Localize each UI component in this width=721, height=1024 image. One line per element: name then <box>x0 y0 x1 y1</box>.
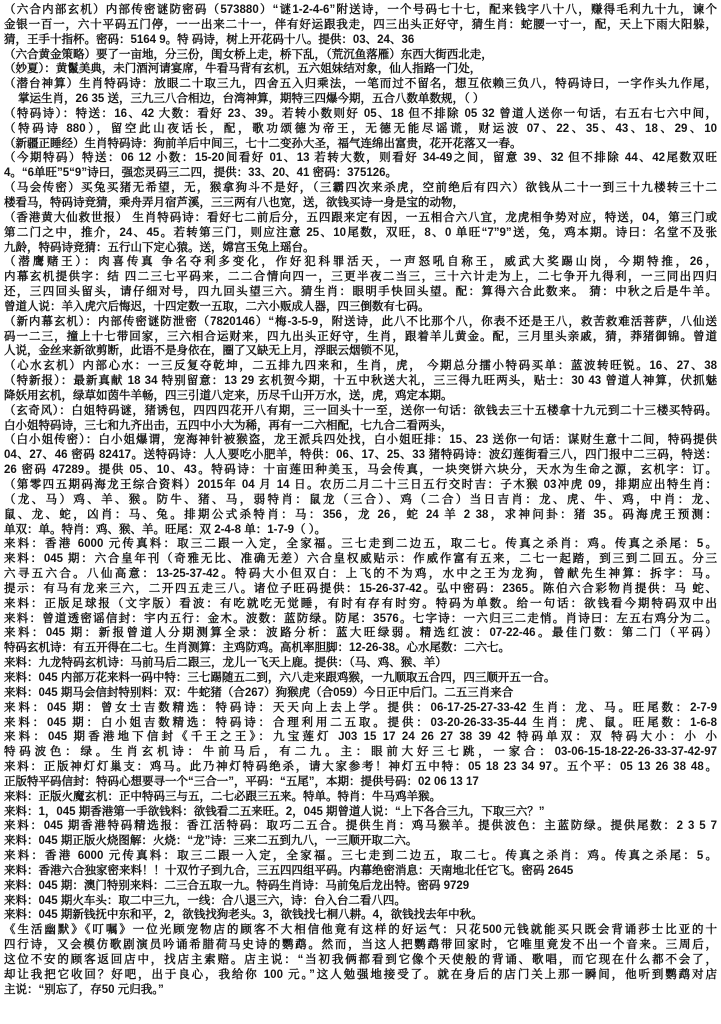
text-line: 九龄，特码诗竞猜：五行山下定心猿。送，嫦宫玉兔上瑶台。 <box>4 241 315 254</box>
text-line: 来料：正版火魔玄机：正中特码三与五，二七必跟三五来。特单。特肖：牛马鸡羊猴。 <box>4 790 441 803</box>
text-line: 鼠、龙、蛇，凶肖：马、兔。排期公式杀特肖：马：356，龙 26，蛇 24 羊 2 38，求神问卦：猪 35。码海虎王预测： <box>4 508 717 521</box>
text-line: （妙夏）：黄鬣美典，未门酒河请宴席，牛看马背有玄机，五六姐妹结对象，仙人指路一门处， <box>4 63 482 76</box>
text-line: （六合内部玄机）内部传密谜防密码（573880）“谜1-2-4-6”附送诗，一个号码七十七，配来钱字八十八，赚得毛利九十九，谏个 <box>4 4 717 16</box>
text-line: 却让我把它收回？好吧，出于良心，我给你 100 元。”这人勉强地接受了。就在身后的店门关上那一瞬间，他听到鹦鹉对店 <box>4 968 717 981</box>
text-line: 正版特平码信封：特码心想要寻一个“三合一”，平码：“五尾”，本期：提供号码：02 06 13 17 <box>4 775 479 788</box>
text-line: 来料：045 期新钱抚中东和平，2，欲钱找狗老头。3，欲钱找七桐八耕。4，欲钱找去年中秋。 <box>4 909 483 922</box>
text-line: 来料：045 内部万花来料一码中特：三七踢随五二到，六八走来跟鸡猴，一九顺取五合四，四三顺开五一合。 <box>4 671 556 684</box>
text-line: 内幕玄机提供字：结 四二三七平码来，二二合情向四一，三更半夜二当三，三十六计走为上，二七争开九得利，一三同出四归 <box>4 271 717 284</box>
text-line: （潜台神算）生肖特码诗：放眼二十取三九，四舍五入归乘法，一笔而过不留名，想互依赖三负八，特码诗曰，一字作头九作尾， <box>4 78 717 91</box>
text-line: （六合黄金策略）要了一亩地，分三份，闺女桥上走，桥下乱，（荒沉鱼落雁）东西大街西北走， <box>4 48 493 61</box>
text-line: （香港黄大仙救世报） 生肖特码诗：看好七二前后分，五四跟来定有因，一五相合六八宜，龙虎相争势对应，特送，04，第三门或 <box>4 211 717 224</box>
text-line: 来料：045 期：曾女士吉数精选：特码诗：天天向上去上学。提供：06-17-25-27-33-42 生肖：龙、马。旺尾数：2-7-9 <box>4 701 717 714</box>
text-line: 六寻五六合。八仙高意：13-25-37-42。特码大小但双白：上飞的不为鸡，水中之王为龙狗，曾献先生神算：拆字：马。 <box>4 568 717 581</box>
text-line: 掌运生肖，26 35 送，三九三八合相边，台湾神算，期特三四爆今期，五合八数单数规，（ ） <box>18 93 485 106</box>
text-line: （龙、马）鸡、羊、猴。防牛、猪、马，弱特肖：鼠龙（三合）、鸡（二合）当日吉肖：龙、虎、牛、鸡，中肖：龙、 <box>4 493 717 506</box>
text-line: （潜鹰赌王）：肉喜传真 争名夺利多变化，作好犯科罪活天，一声怒吼自称王，威武大奖踢山岗，今期特推，26， <box>4 256 717 269</box>
text-line: 白小姐特码诗，三七和九齐出击，五四中小大为稀，再有一二六相配，七九合二看两头， <box>4 419 453 432</box>
text-line: （今期特码）特送：06 12 小数：15-20间看好 01、13 若转大数，则看好 34-49之间，留意 39、32 但不排除 44、42尾数双旺 <box>4 152 717 165</box>
text-line: 来料：045 期：六合皇年刊（奇雅无比、准确无差）六合皇权威贴示：作威作富有五来，二七一起踏，到三到二回五。分三 <box>4 553 717 566</box>
text-line: 4。“6单旺”5“9”诗曰，强恋灵码三二四，提供：33、20、41 密码：375126。 <box>4 167 398 180</box>
text-line: 单双：单。特肖：鸡、猴、羊。旺尾：双 2-4-8 单：1-7-9（ ）。 <box>4 523 327 536</box>
text-line: 特码波色：绿。生肖玄机诗：牛前马后，有二九。主：眼前大好三七跳，一家合：03-06-15-18-22-26-33-37-42-97 <box>4 746 717 759</box>
text-line: 04、27、46 密码 82417。送特码诗：人人要吃小肥羊，特供：06、17、25、33 猪特码诗：波幻莲街看三八，四门报中二三码，特送： <box>4 449 717 462</box>
text-line: 来料：045 期：澳门特别来料：二三合五取一九。特码生肖诗：马前兔后龙出特。密码 9729 <box>4 879 470 892</box>
text-line: 来料：香港六合独家密来料！！十双竹子到九合，三五四四组平码。内幕绝密消息：天南地北任它飞。密码 2645 <box>4 864 574 877</box>
text-line: 主说：“别忘了，存50 元归我。” <box>4 983 164 996</box>
text-line: （特码诗 880），留空此山夜话长，配，歌功颂德为帝王，无德无能尽谣谎，财运波 07、22、35、43、18、29、10 <box>4 122 717 135</box>
text-line: 来料：045 期：新报曾道人分期测算全录：波路分析：蓝大旺绿弱。精选红波：07-22-46。最佳门数：第二门（平码） <box>4 627 717 640</box>
text-line: 来料：曾道透密谣信封：宇内五行：金木。波数：蓝防绿。防尾：3576。七字诗：一六归三二走悄。肖诗曰：左五右鸡分为二。 <box>4 612 717 625</box>
text-line: （马会传密）买兔买猪无希望，无，猴拿狗斗不是好，（三霸四次来杀虎，空前绝后有四六）欲钱从二十一到三十九楼转三十二 <box>4 182 717 195</box>
text-line: 来料：1，045 期香港第一手欲钱料：欲钱看二五来旺。2，045 期曾道人说：“上下各合三九，下取三六？” <box>4 805 545 818</box>
text-line: （特码诗）：特送：16、42 大数：看好 23、39。若转小数则好 05、18 但不排除 05 32 曾道人送你一句话，右五右七六中间， <box>4 107 717 120</box>
text-line: 降妖用玄机，绿草如茵牛羊畅，四三引道八定来，历尽千山开万水，送，虎，鸡定本期。 <box>4 389 453 402</box>
text-line: 来料：045 期正版火烧图解：火烧：“龙”诗：三来二五到九八，一三顺开取二六。 <box>4 835 418 848</box>
text-line: （白小姐传密）：白小姐爆谓，宠海神针被猴盗，龙王派兵四处找，白小姐旺排：15、23 送你一句话：谋财生意十二间，特码提供 <box>4 434 717 447</box>
text-line: 码一二三，撞上十七带回家，三六相合运财来，四九出头正好守，生肖，跟着羊儿黄金。配，三月里头亲戚，猜，莽猪御锦。曾道 <box>4 330 717 343</box>
text-line: 金银一百一，六十平码五门停，一一出来二十一，伴有好运跟我走，四三出头正好守，猜生肖：蛇腰一寸一，配，天上下雨大阳躲， <box>4 18 717 31</box>
text-line: （心水玄机）内部心水：一三反复夺乾坤，二五排九四来和，生肖，虎， 今期总分擂小特码买单：蓝波转旺锐。16、27、38 <box>4 360 717 373</box>
text-line: 还，三四回头留头，请仔细对号，四九回头望三六。猜生肖：眼明手快回头望。配：算得六合此数来。 猜：中秋之后是牛羊。 <box>4 286 717 299</box>
text-line: 来料：正版足球报（文字版）看波：有吃就吃无觉睡，有时有存有时穷。特码为单数。给一句话：欲钱看今期特码双中出 <box>4 597 717 610</box>
text-line: （新内幕玄机）：内部传密谜防泄密（7820146）“梅-3-5-9，附送诗，此八不比那个八，你表不还是王八，救苦救难活菩萨，八仙送 <box>4 315 717 328</box>
text-line: （新疆正睡经）生肖特码诗：狗前羊后中间三，七十二变孙大圣，福气连绵出富贵，花开花落又一春。 <box>4 137 522 150</box>
text-line: 人说，金丝来新欲剪断，此语不是身依在，圈了又缺无上月，浮眠云烟锁不见， <box>4 345 407 358</box>
text-line: 这位不安的顾客返回店中，找店主索赔。店主说：“当初我俩都看到它像个天使般的背诵、歌唱，而它现在什么都不会了， <box>4 954 717 966</box>
text-line: 来料：045 期：白小姐吉数精选：特码诗：合理利用二五取。提供：03-20-26-33-35-44 生肖：虎、鼠。旺尾数：1-6-8 <box>4 716 717 729</box>
text-line: （玄奇风）：白姐特码谜，猪诱包，四四四花开八有期，三一回头十一至，送你一句话：欲钱去三十五楼拿十九元到二十三楼买特码。 <box>4 404 717 417</box>
text-line: 四行诗，又会模仿歌剧演员吟诵希腊荷马史诗的鹦鹉。然而，当这人把鹦鹉带回家时，它唯里竟发不出一个音来。三周后， <box>4 939 717 952</box>
text-line: 来料：045 期香港特码精选报：香江活特码：取巧二五合。提供生肖：鸡马猴羊。提供波色：主蓝防绿。提供尾数：2 3 5 7 <box>4 820 717 833</box>
text-line: 来料：045 期马会信封特别料：双：牛蛇猪（合267）狗猴虎（合059）今日正中后门。二五三肖来合 <box>4 686 514 699</box>
text-line: 来料：045 期香港地下信封《千王之王》：九宝莲灯 J03 15 17 24 26 27 38 39 42 特码单双：双 特码大小：小 小 <box>4 731 717 744</box>
text-line: 第二门之中，推介，24、45。若转第三门，则应注意 25、10尾数，双旺，8、0 单旺“7”9”送，兔，鸡本期。诗曰：名堂不及张 <box>4 226 717 239</box>
text-line: 猜，王手十指杯。密码：5164 9。特 码诗，树上开花码十八。提供：03、24、36 <box>4 33 415 46</box>
text-line: 特码玄机诗：有五开得在二七。生肖测算：主鸡防鸡。高机率胆脚：12-26-38。心水尾数：二六七。 <box>4 642 511 655</box>
text-line: 来料：香港 6000 元传真料：取三二跟一入定，全家福。三七走到二边五，取二七。传真之杀肖：鸡。传真之杀尾：5。 <box>4 538 717 551</box>
text-line: 楼看马，特码诗竞猜，乘舟弄月宿芦溪，三三两有八也宽，送，欲钱买诗一身是宝的动物， <box>4 196 464 209</box>
text-line: 26 密码 47289。提供 05、10、43。特码诗：十亩莲田种美玉，马会传真，一块突饼六块分，天水为生命之源，玄机字：订。 <box>4 464 717 477</box>
text-line: 《生活幽默》《叮嘱》一位光顾宠物店的顾客不大相信他竟有这样的好运气：只花500元钱就能买只既会背诵莎士比亚的十 <box>4 924 717 937</box>
text-line: 提示：有马有龙来三六，二开四五走三八。诸位子旺码提供：15-26-37-42。弘中密码：2365。陈伯六合彩物肖提供：马 蛇、 <box>4 582 717 595</box>
text-line: 来料：九龙特码玄机诗：马前马后二跟三，龙儿一飞天上鹿。提供：（马、鸡、猴、羊） <box>4 657 447 670</box>
text-line: 来料：正版神灯灯巢支：鸡马。此乃神灯特码绝杀，请大家参考！神灯五中特：05 18 23 34 97。五个平：05 13 26 38 48。 <box>4 761 717 774</box>
text-line: 曾道人说：羊入虎穴后悔迟，十四定数一五取，二六小贩成人器，四三倒数有七码。 <box>4 300 430 313</box>
text-line: （特新报）：最新真献 18 34 特别留意：13 29 玄机贺今期，十五中秋送大礼，三三得九旺两头，贴士：30 43 曾道人神算，伏抓魅 <box>4 375 717 388</box>
text-line: 来料：045 期火车头：取二中三九，一线：合八退三六，诗：台入台二看八四。 <box>4 894 406 907</box>
text-line: 来料：香港 6000 元传真料：取三二跟一入定，全家福。三七走到二边五，取二七。传真之杀肖：鸡。传真之杀尾：5。 <box>4 850 717 863</box>
text-line: （第零四五期码海龙王综合资料）2015年 04 月 14 日。农历二月二十三日五行交时吉：子木猴 03冲虎 09，排期应出特生肖： <box>4 479 717 491</box>
